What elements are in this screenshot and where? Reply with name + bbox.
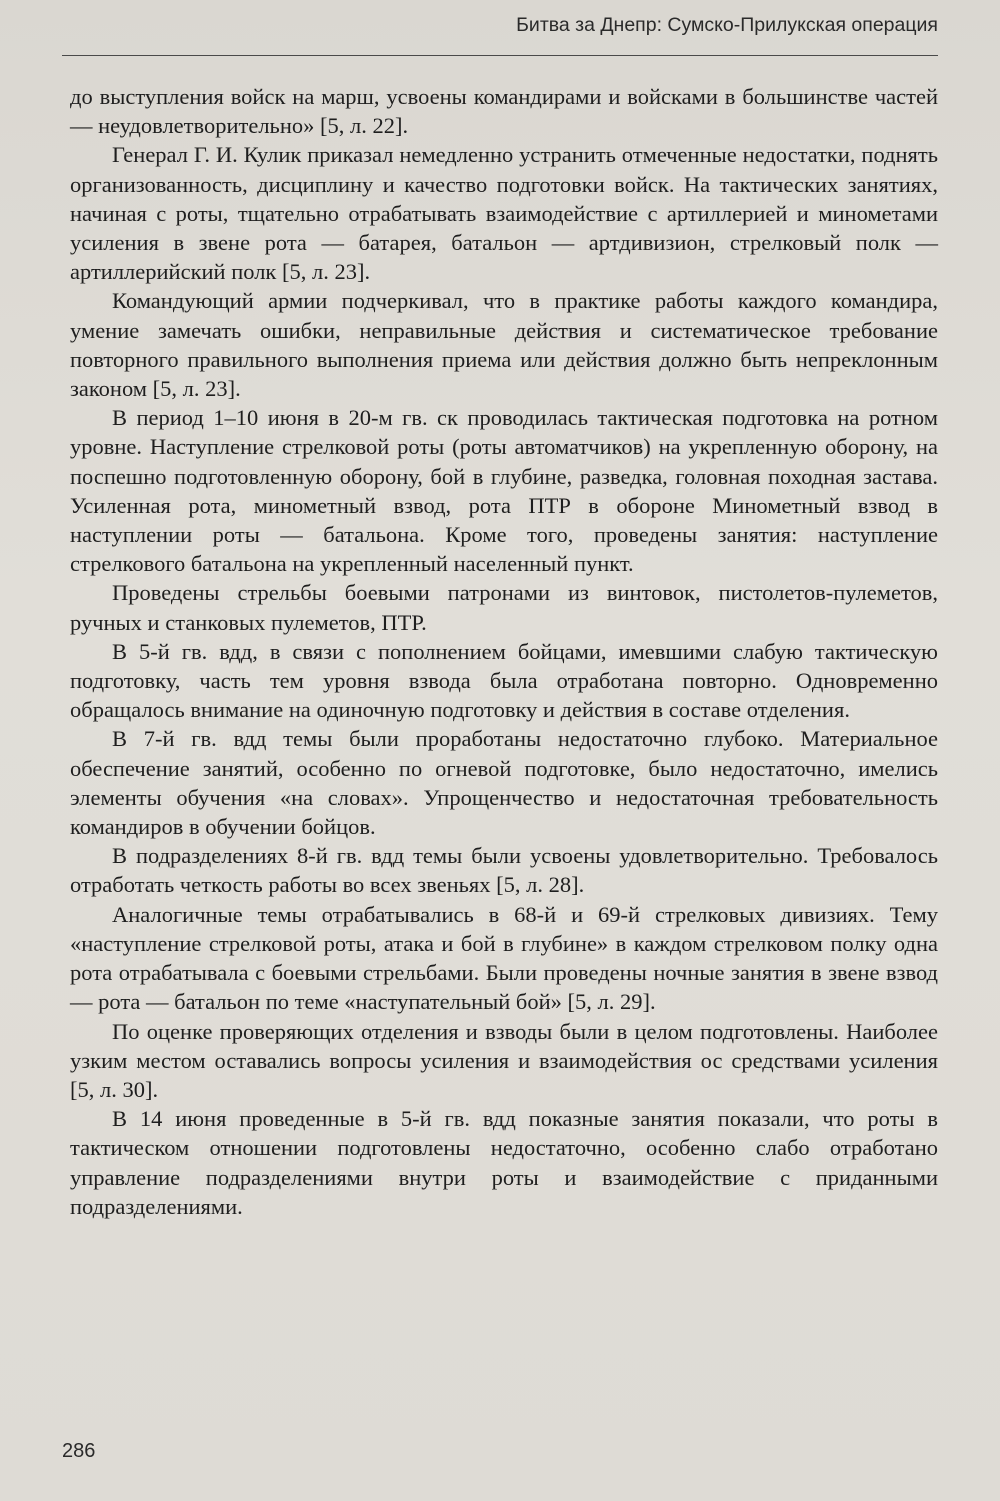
paragraph: до выступления войск на марш, усвоены командирами и войсками в большинстве частей — неудовлетворительно» [5, л. 22]. <box>70 84 938 139</box>
header-rule <box>62 55 938 56</box>
paragraph: Аналогичные темы отрабатывались в 68-й и 69-й стрелковых дивизиях. Тему «наступление стрелковой роты, атака и бой в глубине» в каждом стрелковом полку одна рота отрабатывала с боевыми стрельбами. Были проведены ночные занятия в звене взвод — рота — батальон по теме «наступательный бой» [5, л. 29]. <box>70 901 938 1015</box>
paragraph: В 5-й гв. вдд, в связи с пополнением бойцами, имевшими слабую тактическую подготовку, часть тем уровня взвода была отработана повторно. Одновременно обращалось внимание на одиночную подготовку и действия в составе отделения. <box>70 638 938 723</box>
paragraph: В 14 июня проведенные в 5-й гв. вдд показные занятия показали, что роты в тактическом отношении подготовлены недостаточно, особенно слабо отработано управление подразделениями внутри роты и взаимодействие с приданными подразделениями. <box>70 1106 938 1219</box>
paragraph: Командующий армии подчеркивал, что в практике работы каждого командира, умение замечать ошибки, неправильные действия и систематическое требование повторного правильного выполнения приема или действия должно быть непреклонным законом [5, л. 23]. <box>70 288 938 402</box>
paragraph: В подразделениях 8-й гв. вдд темы были усвоены удовлетворительно. Требовалось отработать четкость работы во всех звеньях [5, л. 28]. <box>70 843 938 898</box>
paragraph: Проведены стрельбы боевыми патронами из винтовок, пистолетов-пулеметов, ручных и станковых пулеметов, ПТР. <box>70 580 938 635</box>
paragraph: Генерал Г. И. Кулик приказал немедленно устранить отмеченные недостатки, поднять организованность, дисциплину и качество подготовки войск. На тактических занятиях, начиная с роты, тщательно отрабатывать взаимодействие с артиллерией и минометами усиления в звене рота — батарея, батальон — артдивизион, стрелковый полк — артиллерийский полк [5, л. 23]. <box>70 142 938 285</box>
body-text <box>70 82 938 1221</box>
page-number: 286 <box>62 1440 96 1462</box>
paragraph: По оценке проверяющих отделения и взводы были в целом подготовлены. Наиболее узким местом оставались вопросы усиления и взаимодействия ос средствами усиления [5, л. 30]. <box>70 1018 938 1102</box>
running-head-title: Битва за Днепр: Сумско-Прилукская операция <box>516 14 938 36</box>
paragraph: В 7-й гв. вдд темы были проработаны недостаточно глубоко. Материальное обеспечение занятий, особенно по огневой подготовке, было недостаточно, имелись элементы обучения «на словах». Упрощенчество и недостаточная требовательность командиров в обучении бойцов. <box>70 726 938 840</box>
paragraph: В период 1–10 июня в 20-м гв. ск проводилась тактическая подготовка на ротном уровне. Наступление стрелковой роты (роты автоматчиков) на укрепленную оборону, на поспешно подготовленную оборону, бой в глубине, разведка, головная походная застава. Усиленная рота, минометный взвод, рота ПТР в обороне Минометный взвод в наступлении роты — батальона. Кроме того, проведены занятия: наступление стрелкового батальона на укрепленный населенный пункт. <box>70 405 938 577</box>
